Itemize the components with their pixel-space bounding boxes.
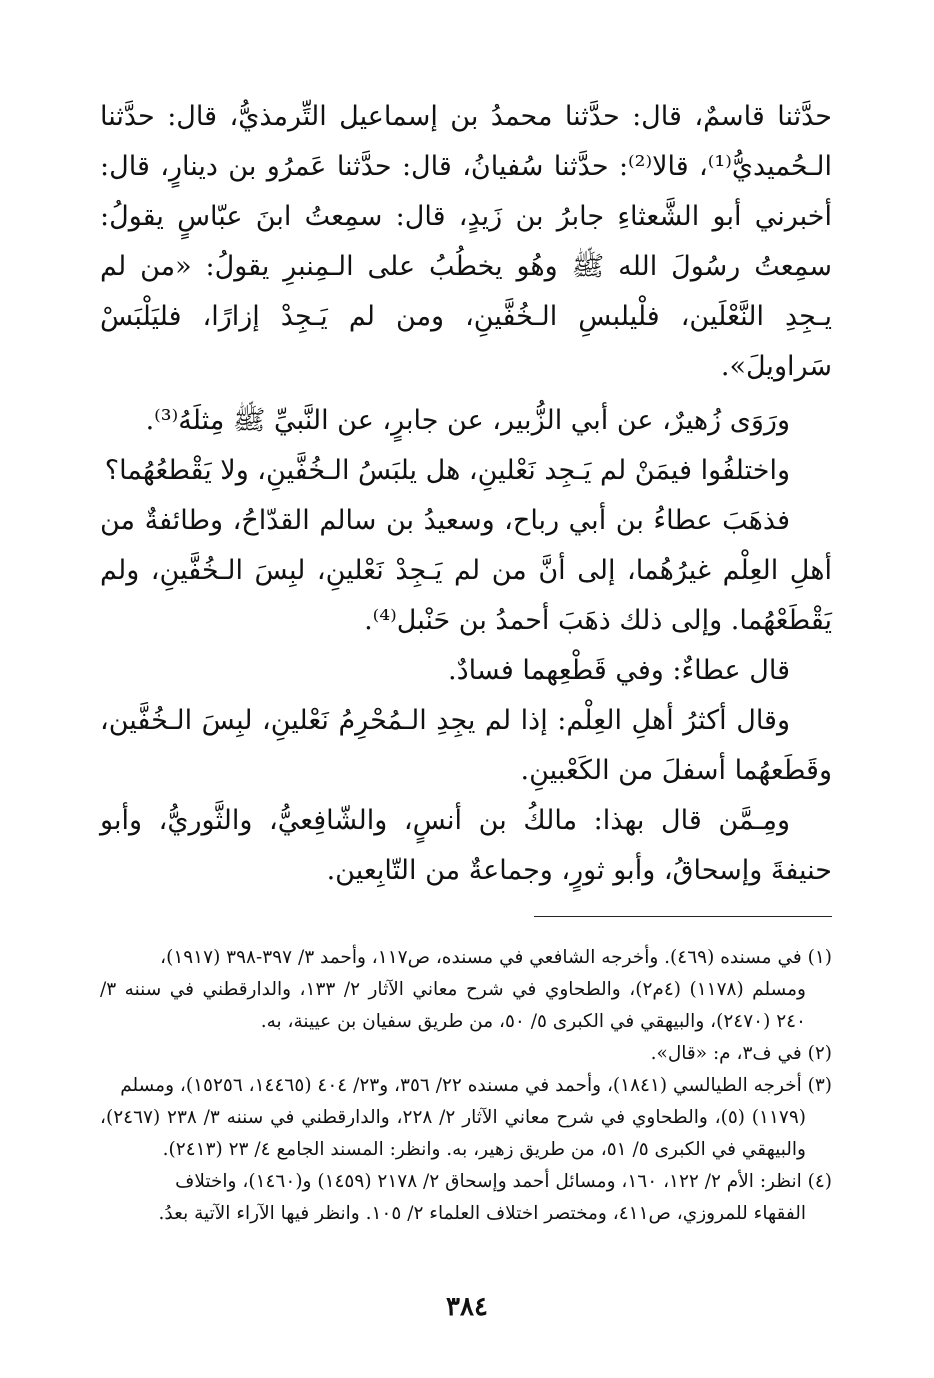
footnote-1-continuation: ومسلم (١١٧٨) (٤م٢)، والطحاوي في شرح معاني الآثار ٢/ ١٣٣، والدارقطني في سننه ٣/ ٢٤٠ (٢٤٧٠)، والبيهقي في الكبرى ٥/ ٥٠، من طريق سفيان بن عيينة، به. bbox=[100, 979, 806, 1032]
paragraph-ata-opinion: فذهَبَ عطاءُ بن أبي رباح، وسعيدُ بن سالم القدّاحُ، وطائفةٌ من أهلِ العِلْم غيرُهُما، إلى أنَّ من لم يَـجِدْ نَعْلينِ، لبِسَ الـخُفَّينِ، ولم يَقْطَعْهُما. وإلى ذلك ذهَبَ أحمدُ بن حَنْبل⁽⁴⁾. bbox=[100, 505, 832, 636]
paragraph-majority-opinion: وقال أكثرُ أهلِ العِلْم: إذا لم يجِدِ الـمُحْرِمُ نَعْلينِ، لبِسَ الـخُفَّين، وقَطَعهُما أسفلَ من الكَعْبينِ. bbox=[100, 705, 832, 786]
footnote-4: (٤) انظر: الأم ٢/ ١٢٢، ١٦٠، ومسائل أحمد وإسحاق ٢/ ٢١٧٨ (١٤٥٩) و(١٤٦٠)، واختلاف bbox=[175, 1171, 832, 1192]
paragraph-hadith-chain: حدَّثنا قاسمٌ، قال: حدَّثنا محمدُ بن إسماعيل التِّرمذيُّ، قال: حدَّثنا الـحُميديُّ⁽¹⁾، قالا⁽²⁾: حدَّثنا سُفيانُ، قال: حدَّثنا عَمرُو بن دينارٍ، قال: أخبرني أبو الشَّعثاءِ جابرُ بن زَيدٍ، قال: سمِعتُ ابنَ عبّاسٍ يقولُ: سمِعتُ رسُولَ الله ﷺ وهُو يخطُبُ على الـمِنبرِ يقولُ: «من لم يـجِدِ النَّعْلَين، فلْيلبسِ الـخُفَّينِ، ومن لم يَـجِدْ إزارًا، فليَلْبَسْ سَراويلَ». bbox=[100, 101, 832, 382]
footnote-separator bbox=[534, 916, 832, 917]
page bbox=[100, 92, 832, 1224]
main-text bbox=[100, 92, 832, 896]
footnote-1: (١) في مسنده (٤٦٩). وأخرجه الشافعي في مسنده، ص١١٧، وأحمد ٣/ ٣٩٧-٣٩٨ (١٩١٧)، bbox=[160, 947, 832, 968]
footnote-2: (٢) في ف٣، م: «قال». bbox=[650, 1043, 832, 1064]
footnote-3-continuation: (١١٧٩) (٥)، والطحاوي في شرح معاني الآثار ٢/ ٢٢٨، والدارقطني في سننه ٣/ ٢٣٨ (٢٤٦٧)، والبيهقي في الكبرى ٥/ ٥١، من طريق زهير، به. وانظر: المسند الجامع ٤/ ٢٣ (٢٤١٣). bbox=[100, 1107, 806, 1160]
page-number: ٣٨٤ bbox=[446, 1292, 488, 1322]
paragraph-ata-quote: قال عطاءٌ: وفي قَطْعِهما فسادٌ. bbox=[448, 655, 790, 686]
paragraph-proponents: ومِـمَّن قال بهذا: مالكُ بن أنسٍ، والشّافِعيُّ، والثَّوريُّ، وأبو حنيفةَ وإسحاقُ، وأبو ثورٍ، وجماعةٌ من التّابِعين. bbox=[100, 805, 832, 886]
footnotes bbox=[100, 942, 832, 1230]
footnote-4-continuation: الفقهاء للمروزي، ص٤١١، ومختصر اختلاف العلماء ٢/ ١٠٥. وانظر فيها الآراء الآتية بعدُ. bbox=[158, 1203, 806, 1224]
paragraph-zuhair: ورَوَى زُهيرٌ، عن أبي الزُّبير، عن جابرٍ، عن النَّبيِّ ﷺ مِثلَهُ⁽³⁾. bbox=[145, 405, 790, 436]
footnote-3: (٣) أخرجه الطيالسي (١٨٤١)، وأحمد في مسنده ٢٢/ ٣٥٦، و٢٣/ ٤٠٤ (١٤٤٦٥، ١٥٢٥٦)، ومسلم bbox=[120, 1075, 832, 1096]
paragraph-disagreement: واختلفُوا فيمَنْ لم يَـجِد نَعْلينِ، هل يلبَسُ الـخُفَّينِ، ولا يَقْطعُهُما؟ bbox=[104, 455, 790, 486]
